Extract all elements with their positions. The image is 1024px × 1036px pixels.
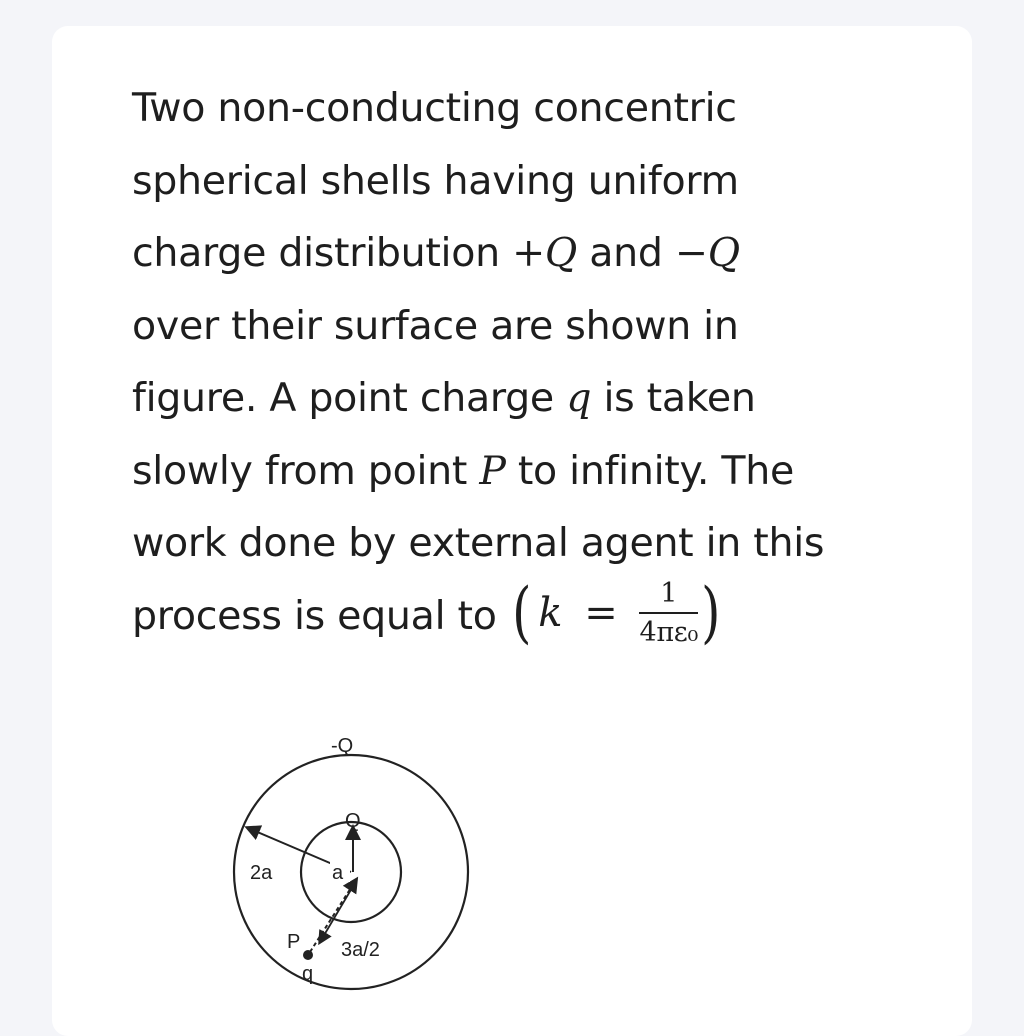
question-line: spherical shells having uniform xyxy=(132,157,739,204)
question-line: charge distribution +Q and −Q xyxy=(132,230,740,276)
question-line: figure. A point charge q is taken xyxy=(132,375,756,421)
shells-diagram xyxy=(228,730,478,1005)
question-line: slowly from point P to infinity. The xyxy=(132,447,794,494)
point-label: P xyxy=(287,931,301,953)
outer-radius-label: 2a xyxy=(250,862,273,884)
distance-label: 3a/2 xyxy=(341,939,380,961)
shells-figure xyxy=(228,730,478,1005)
k-symbol: k xyxy=(538,590,563,637)
equals-sign: = xyxy=(584,590,618,637)
question-text xyxy=(132,72,932,656)
question-line: work done by external agent in this xyxy=(132,520,825,566)
inner-radius-label: a xyxy=(332,862,344,884)
minus-q-symbol: −Q xyxy=(674,230,740,276)
inner-charge-label: Q xyxy=(345,810,361,832)
question-line: process is equal to ( k = $\frac{1}{\text{4πε₀}}$ ) xyxy=(132,580,932,656)
question-line: over their surface are shown in xyxy=(132,302,739,349)
fraction xyxy=(639,579,698,648)
fraction-denominator: 4πε₀ xyxy=(639,616,698,648)
k-formula xyxy=(509,574,724,652)
q-symbol: q xyxy=(566,375,592,421)
outer-charge-label: -Q xyxy=(331,735,354,757)
charge-label: q xyxy=(302,963,314,985)
plus-q-symbol: +Q xyxy=(512,230,577,276)
p-symbol: P xyxy=(479,447,506,494)
point-p-dot xyxy=(303,950,313,960)
fraction-numerator: 1 xyxy=(639,579,698,614)
question-line: Two non-conducting concentric xyxy=(132,85,737,131)
open-paren: ( xyxy=(511,574,532,652)
close-paren: ) xyxy=(701,574,721,652)
